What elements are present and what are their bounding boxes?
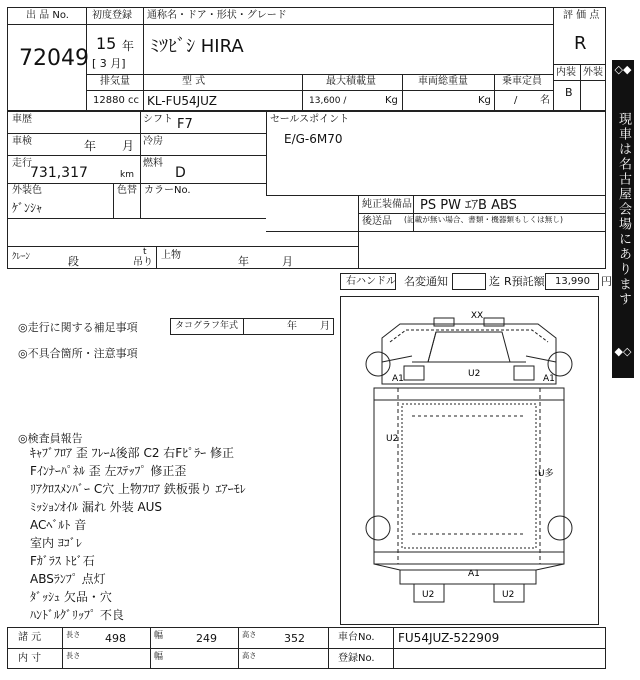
name-label: 通称名・ドア・形状・グレード xyxy=(147,10,287,21)
history-label: 車歴 xyxy=(12,114,32,125)
banner-text: 現車は名古屋会場にあります xyxy=(616,112,631,307)
report-line: ﾘｱｸﾛｽﾒﾝﾊﾞｰ C穴 上物ﾌﾛｱ 鉄板張り ｴｱｰﾓﾚ xyxy=(30,482,246,496)
registration-label: 登録No. xyxy=(338,653,375,664)
displacement-label: 排気量 xyxy=(100,76,130,87)
tachograph-label: タコグラフ年式 xyxy=(175,321,239,331)
truck-diagram xyxy=(340,296,599,625)
vehicle-name: ﾐﾂﾋﾞｼ HIRA xyxy=(150,36,244,57)
driving-notes-label: ◎走行に関する補足事項 xyxy=(18,321,138,334)
lot-label: 出 品 No. xyxy=(26,10,69,21)
model-value: KL-FU54JUZ xyxy=(147,94,217,108)
shift-value: F7 xyxy=(177,117,193,132)
std-equip-value: PS PW ｴｱB ABS xyxy=(420,198,517,213)
interior-label: 内装 xyxy=(556,67,576,78)
std-equip-label: 純正装備品 xyxy=(362,199,412,210)
width-value: 249 xyxy=(196,632,217,645)
fuel-label: 燃料 xyxy=(143,158,163,169)
body-month: 月 xyxy=(282,255,293,268)
report-line: ﾀﾞｯｼｭ 欠品・穴 xyxy=(30,590,112,604)
mark-u-many: U多 xyxy=(538,469,554,479)
sales-point-value: E/G-6M70 xyxy=(284,132,343,146)
body-year: 年 xyxy=(238,255,249,268)
exterior-label: 外装 xyxy=(583,67,603,78)
year-unit: 年 xyxy=(122,39,135,53)
report-line: ｷｬﾌﾞﾌﾛｱ 歪 ﾌﾚｰﾑ後部 C2 右Fﾋﾟﾗｰ 修正 xyxy=(30,446,234,460)
shift-label: シフト xyxy=(143,114,173,125)
body-label: 上物 xyxy=(161,250,181,261)
crane-stage: 段 xyxy=(68,255,79,268)
r-deposit-value: 13,990 xyxy=(555,276,590,287)
fuel-value: D xyxy=(175,165,186,181)
inspection-month: 月 xyxy=(122,139,135,153)
first-reg-month: [ 3 月] xyxy=(92,57,126,70)
report-line: Fｶﾞﾗｽ ﾄﾋﾞ石 xyxy=(30,554,95,568)
defects-label: ◎不具合箇所・注意事項 xyxy=(18,347,138,360)
color-value: ｹﾞﾝｼｬ xyxy=(12,201,43,215)
gvw-label: 車両総重量 xyxy=(418,76,468,87)
width-label-inner: 幅 xyxy=(154,652,164,662)
displacement-value: 12880 cc xyxy=(93,95,139,106)
chassis-number: FU54JUZ-522909 xyxy=(398,631,500,645)
mark-u2-bl: U2 xyxy=(422,590,435,600)
max-load-label: 最大積載量 xyxy=(326,76,376,87)
report-line: ACﾍﾞﾙﾄ 音 xyxy=(30,518,87,532)
report-line: Fｲﾝﾅｰﾊﾟﾈﾙ 歪 左ｽﾃｯﾌﾟ 修正歪 xyxy=(30,464,187,478)
tachograph-year: 年 xyxy=(287,321,297,332)
color-label: 外装色 xyxy=(12,185,42,196)
max-load-unit: Kg xyxy=(385,95,398,106)
report-line: 室内 ﾖｺﾞﾚ xyxy=(30,536,82,550)
yen-unit: 円 xyxy=(601,275,612,288)
max-load-value: 13,600 / xyxy=(309,96,347,106)
gvw-unit: Kg xyxy=(478,95,491,106)
mileage-unit: km xyxy=(120,170,134,180)
mileage-label: 走行 xyxy=(12,158,32,169)
capacity-unit: 名 xyxy=(540,95,550,106)
first-reg-year: 15 xyxy=(96,34,117,53)
name-change-label: 名変通知 xyxy=(404,275,448,288)
mark-a1-rear: A1 xyxy=(468,569,480,579)
interior-grade: B xyxy=(565,86,573,99)
dims-label: 諸 元 xyxy=(18,632,42,643)
mark-a1-right: A1 xyxy=(543,374,555,384)
grade-label: 評 価 点 xyxy=(563,10,600,21)
tachograph-month: 月 xyxy=(320,321,330,332)
location-banner xyxy=(612,60,634,378)
inspection-label: 車検 xyxy=(12,136,32,147)
chassis-label: 車台No. xyxy=(338,632,375,643)
retro-label: 後送品 xyxy=(362,216,392,227)
inspector-report-label: ◎検査員報告 xyxy=(18,432,83,445)
capacity-slash: / xyxy=(514,95,518,106)
mark-a1-left: A1 xyxy=(392,374,404,384)
ac-label: 冷房 xyxy=(143,136,163,147)
mark-xx: XX xyxy=(470,311,484,321)
grade-value: R xyxy=(574,33,587,54)
sales-point-label: セールスポイント xyxy=(270,114,350,125)
capacity-label: 乗車定員 xyxy=(502,76,542,87)
mileage-value: 731,317 xyxy=(30,165,88,181)
lot-number: 72049 xyxy=(19,46,89,71)
lapse-label: 迄 xyxy=(489,275,500,288)
retro-note: (記載が無い場合、書類・機器類もしくは無し) xyxy=(404,216,563,225)
length-label-inner: 長さ xyxy=(66,652,81,661)
banner-bottom-mark: ◆◇ xyxy=(614,345,632,358)
report-line: ﾐｯｼｮﾝｵｲﾙ 漏れ 外装 AUS xyxy=(30,500,163,514)
color-change-label: 色替 xyxy=(117,185,137,196)
width-label: 幅 xyxy=(154,631,164,641)
first-reg-label: 初度登録 xyxy=(92,10,132,21)
report-line: ﾊﾝﾄﾞﾙｸﾞﾘｯﾌﾟ 不良 xyxy=(30,608,124,622)
crane-hang: 吊り xyxy=(133,257,153,268)
length-value: 498 xyxy=(105,632,126,645)
color-no-label: カラーNo. xyxy=(144,185,191,196)
banner-top-mark: ◇◆ xyxy=(614,63,632,76)
inner-dims-label: 内 寸 xyxy=(18,653,42,664)
name-change-box xyxy=(452,273,486,290)
crane-label: ｸﾚｰﾝ xyxy=(12,252,31,262)
mark-u2-br: U2 xyxy=(502,590,515,600)
length-label: 長さ xyxy=(66,631,81,640)
r-deposit-label: R預託額 xyxy=(504,275,545,288)
height-label-inner: 高さ xyxy=(242,652,257,661)
report-line: ABSﾗﾝﾌﾟ 点灯 xyxy=(30,572,106,586)
handle-type: 右ハンドル xyxy=(346,276,396,287)
mark-u2-side: U2 xyxy=(386,434,399,444)
mark-u2-cab: U2 xyxy=(468,369,481,379)
crane-ton: t xyxy=(143,247,147,257)
height-label: 高さ xyxy=(242,631,257,640)
height-value: 352 xyxy=(284,632,305,645)
inspection-year: 年 xyxy=(84,139,97,153)
model-label: 型 式 xyxy=(182,76,206,87)
